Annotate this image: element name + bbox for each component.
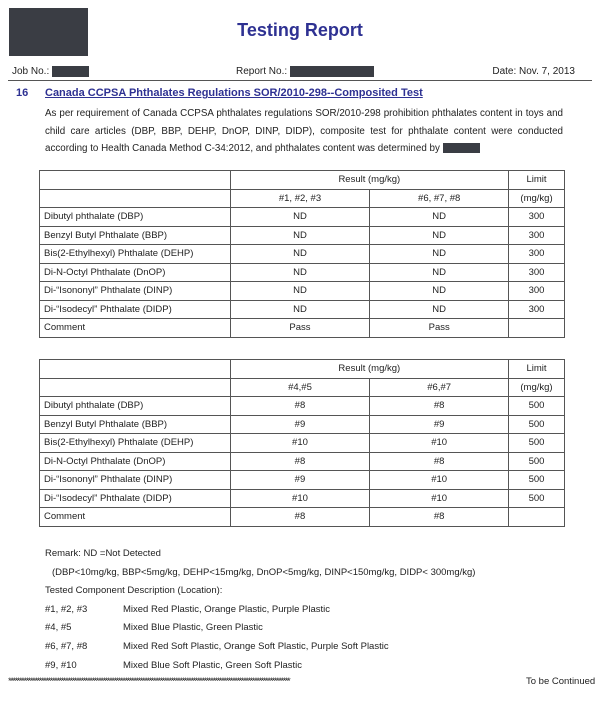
report-date: Date: Nov. 7, 2013 [492,66,575,77]
component-id: #6, #7, #8 [45,640,88,652]
cell-result-a: #9 [230,471,370,490]
cell-result-b: ND [370,263,509,282]
component-description: Mixed Blue Plastic, Green Plastic [123,622,263,634]
cell-result-a: #9 [230,415,370,434]
component-description: Mixed Blue Soft Plastic, Green Soft Plastic [123,659,302,671]
cell-result-a: ND [230,263,370,282]
limit-unit: (mg/kg) [509,378,565,397]
table-corner-sub [40,189,231,208]
table-row [40,263,565,282]
cell-result-b: #9 [370,415,509,434]
job-no-label: Job No.: [12,66,50,78]
cell-result-a: Pass [230,319,370,338]
report-no-label: Report No.: [236,66,288,78]
list-item [45,657,565,676]
cell-limit: 500 [509,397,565,416]
cell-substance: Di-“Isodecyl” Phthalate (DIDP) [40,489,231,508]
cell-limit: 500 [509,489,565,508]
table-row [40,226,565,245]
limit-header: Limit [509,360,565,379]
cell-substance: Di-“Isodecyl” Phthalate (DIDP) [40,300,231,319]
cell-result-b: Pass [370,319,509,338]
list-item [45,601,565,620]
cell-limit: 300 [509,208,565,227]
cell-result-a: ND [230,245,370,264]
section-paragraph [45,105,563,158]
table-corner [40,360,231,379]
cell-substance: Benzyl Butyl Phthalate (BBP) [40,226,231,245]
cell-substance: Di-N-Octyl Phthalate (DnOP) [40,452,231,471]
component-id: #4, #5 [45,622,72,634]
cell-limit: 300 [509,226,565,245]
table-row [40,300,565,319]
results-table-2 [39,359,565,527]
cell-result-b: ND [370,208,509,227]
cell-limit: 300 [509,263,565,282]
cell-substance: Di-“Isononyl” Phthalate (DINP) [40,282,231,301]
table-row [40,452,565,471]
cell-substance: Bis(2-Ethylhexyl) Phthalate (DEHP) [40,434,231,453]
detection-limits: (DBP<10mg/kg, BBP<5mg/kg, DEHP<15mg/kg, DnOP<5mg/kg, DINP<150mg/kg, DIDP< 300mg/kg) [52,566,476,578]
paragraph-text: As per requirement of Canada CCPSA phthalates regulations SOR/2010-298 prohibition phthalates content in toys and child care articles (DBP, BBP, DEHP, DnOP, DINP, DIDP), composite test for phthalate content were conducted according to Health Canada Method C-34:2012, and phthalates content was determined by [45,108,563,154]
cell-limit: 300 [509,245,565,264]
cell-result-b: ND [370,282,509,301]
component-list [45,601,565,675]
cell-result-b: #10 [370,434,509,453]
cell-limit: 500 [509,434,565,453]
component-id: #9, #10 [45,659,77,671]
report-title: Testing Report [237,20,363,40]
column-header-a: #4,#5 [230,378,370,397]
lab-name-redacted [443,143,480,153]
cell-result-a: #8 [230,452,370,471]
cell-result-a: #8 [230,397,370,416]
remark-line: Remark: ND =Not Detected [45,548,161,559]
cell-result-a: ND [230,282,370,301]
cell-result-b: #8 [370,452,509,471]
header-rule [8,80,592,81]
component-description: Mixed Red Plastic, Orange Plastic, Purple Plastic [123,603,330,615]
column-header-b: #6, #7, #8 [370,189,509,208]
cell-result-b: #10 [370,489,509,508]
table-corner-sub [40,378,231,397]
cell-substance: Comment [40,508,231,527]
result-header: Result (mg/kg) [230,171,508,190]
report-no-redacted [290,66,374,77]
result-header: Result (mg/kg) [230,360,508,379]
cell-limit: 500 [509,415,565,434]
cell-limit: 500 [509,471,565,490]
cell-result-a: ND [230,208,370,227]
cell-result-b: #8 [370,397,509,416]
list-item [45,619,565,638]
cell-result-a: #10 [230,434,370,453]
component-id: #1, #2, #3 [45,603,88,615]
component-heading: Tested Component Description (Location): [45,585,223,597]
component-description: Mixed Red Soft Plastic, Orange Soft Plastic, Purple Soft Plastic [123,640,389,652]
limit-header: Limit [509,171,565,190]
cell-limit [509,508,565,527]
cell-substance: Benzyl Butyl Phthalate (BBP) [40,415,231,434]
table-row [40,434,565,453]
section-title: Canada CCPSA Phthalates Regulations SOR/2010-298--Composited Test [45,87,423,99]
cell-substance: Bis(2-Ethylhexyl) Phthalate (DEHP) [40,245,231,264]
list-item [45,638,565,657]
remarks-block [45,545,565,675]
table-row [40,319,565,338]
cell-limit: 300 [509,300,565,319]
table-row [40,489,565,508]
cell-result-a: #8 [230,508,370,527]
limit-unit: (mg/kg) [509,189,565,208]
table-row [40,245,565,264]
cell-result-a: ND [230,226,370,245]
column-header-b: #6,#7 [370,378,509,397]
cell-substance: Dibutyl phthalate (DBP) [40,208,231,227]
table-row [40,208,565,227]
cell-result-a: #10 [230,489,370,508]
cell-substance: Di-N-Octyl Phthalate (DnOP) [40,263,231,282]
cell-result-b: ND [370,300,509,319]
table-corner [40,171,231,190]
section-number: 16 [16,87,29,99]
cell-result-b: #8 [370,508,509,527]
cell-result-b: ND [370,245,509,264]
cell-result-b: ND [370,226,509,245]
cell-result-b: #10 [370,471,509,490]
cell-substance: Di-“Isononyl” Phthalate (DINP) [40,471,231,490]
continued-text: To be Continued [526,676,596,687]
cell-limit [509,319,565,338]
footer-asterisks: ******************************************************************************************************************************** [8,676,290,687]
cell-limit: 300 [509,282,565,301]
results-table-1 [39,170,565,338]
cell-limit: 500 [509,452,565,471]
table-row [40,415,565,434]
table-row [40,282,565,301]
cell-substance: Dibutyl phthalate (DBP) [40,397,231,416]
page-footer [8,676,596,687]
column-header-a: #1, #2, #3 [230,189,370,208]
table-row [40,508,565,527]
cell-result-a: ND [230,300,370,319]
table-row [40,471,565,490]
job-no [12,66,89,77]
cell-substance: Comment [40,319,231,338]
job-no-redacted [52,66,89,77]
report-no [236,66,374,77]
table-row [40,397,565,416]
